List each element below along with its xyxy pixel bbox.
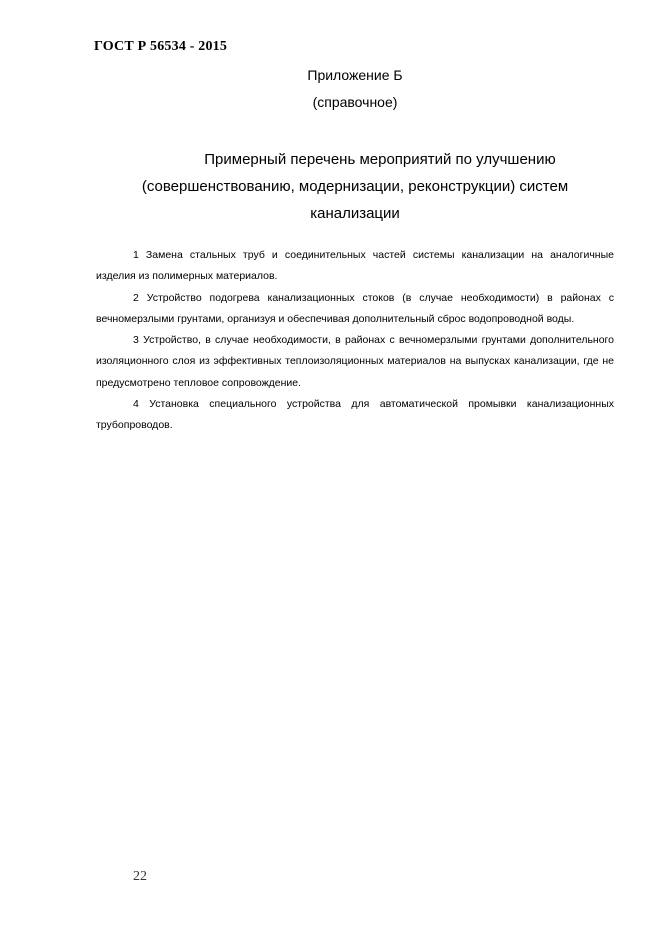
appendix-type: (справочное) — [312, 94, 398, 110]
page-number: 22 — [133, 869, 147, 884]
appendix-title: Приложение Б — [307, 67, 403, 83]
heading-line-2: (совершенствованию, модернизации, реконструкции) систем — [141, 178, 569, 195]
list-item-1: 1 Замена стальных труб и соединительных частей системы канализации на аналогичные изделия из полимерных материалов. — [96, 249, 614, 283]
list-item-4: 4 Установка специального устройства для автоматической промывки канализационных трубопроводов. — [96, 398, 614, 432]
list-item-3: 3 Устройство, в случае необходимости, в районах с вечномерзлыми грунтами дополнительного изоляционного слоя из эффективных теплоизоляционных материалов на выпусках канализации, где не предусмотрено тепловое сопровождение. — [96, 334, 614, 389]
section-heading — [100, 146, 610, 227]
list-item-2: 2 Устройство подогрева канализационных стоков (в случае необходимости) в районах с вечномерзлыми грунтами, организуя и обеспечивая дополнительный сброс водопроводной воды. — [96, 291, 614, 325]
heading-line-1: Примерный перечень мероприятий по улучшению — [204, 151, 556, 168]
measures-list — [96, 245, 614, 437]
document-code: ГОСТ Р 56534 - 2015 — [94, 39, 228, 54]
heading-line-3: канализации — [310, 205, 400, 222]
